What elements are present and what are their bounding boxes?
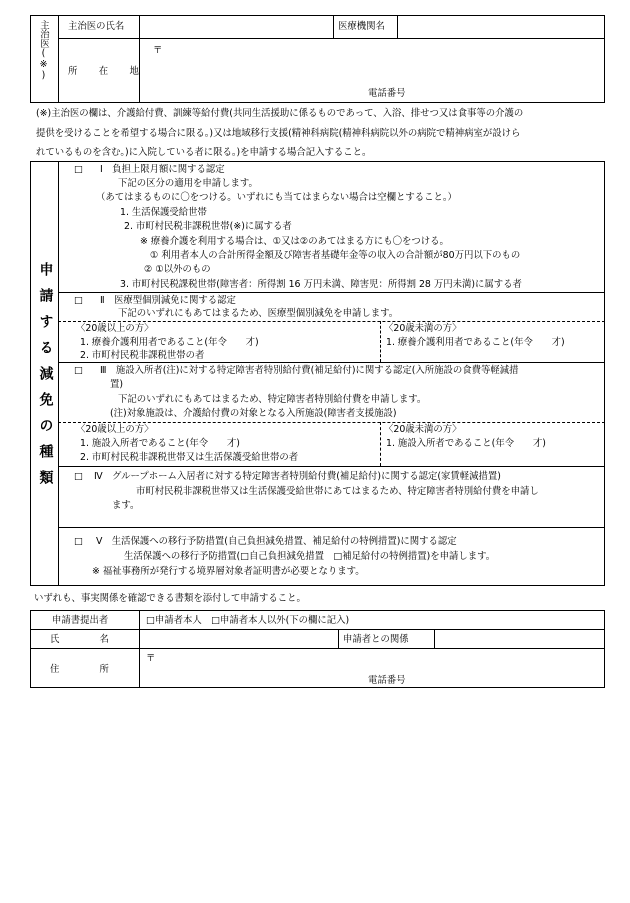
divider	[333, 15, 334, 38]
sec4-checkbox[interactable]: □	[74, 471, 83, 482]
institution-field[interactable]	[400, 17, 603, 36]
sec2-right-1: 1. 療養介護利用者であること(年令 才)	[386, 337, 565, 348]
sec1-line: ※ 療養介護を利用する場合は、①又は②のあてはまる方にも〇をつける。	[140, 236, 449, 247]
sec2-left-2: 2. 市町村民税非課税世帯の者	[80, 350, 205, 361]
doctor-name-field[interactable]	[142, 17, 331, 36]
sec1-line: 下記の区分の適用を申請します。	[118, 178, 258, 189]
attach-note: いずれも、事実関係を確認できる書類を添付して申請すること。	[34, 593, 306, 604]
submitter-address-label: 住 所	[50, 664, 112, 675]
sec3-left-head: 〈20歳以上の方〉	[76, 424, 154, 435]
dashed-divider	[58, 422, 605, 423]
divider	[397, 15, 398, 38]
divider	[30, 648, 605, 649]
divider	[58, 292, 605, 293]
divider	[58, 161, 59, 586]
submitter-phone-label: 電話番号	[368, 675, 406, 686]
divider	[58, 38, 605, 39]
dashed-divider	[58, 321, 605, 322]
dashed-divider	[380, 321, 381, 362]
sec1-line: （あてはまるものに〇をつける。いずれにも当てはまらない場合は空欄とすること。）	[96, 192, 457, 203]
doctor-side-label: 主治医(※)	[38, 20, 49, 82]
sec3-title-1: Ⅲ 施設入所者(注)に対する特定障害者特別給付費(補足給付)に関する認定(入所施設の食費等軽減措	[100, 365, 519, 376]
sec4-line-1: 市町村民税非課税世帯又は生活保護受給世帯にあてはまるため、特定障害者特別給付費を申請し	[136, 486, 539, 497]
divider	[58, 466, 605, 467]
sec3-title-2: 置)	[110, 379, 124, 390]
submitter-name-field[interactable]	[142, 631, 336, 647]
sec2-left-head: 〈20歳以上の方〉	[76, 323, 154, 334]
sec3-checkbox[interactable]: □	[74, 365, 83, 376]
sec1-title: Ⅰ 負担上限月額に関する認定	[100, 164, 225, 175]
sec1-line: 3. 市町村民税課税世帯(障害者：所得割 16 万円未満、障害児：所得割 28 万円未満)に属する者	[120, 279, 522, 290]
sec5-title: Ⅴ 生活保護への移行予防措置(自己負担減免措置、補足給付の特例措置)に関する認定	[96, 536, 457, 547]
sec4-line-2: ます。	[112, 500, 140, 511]
sec5-line: 生活保護への移行予防措置(□自己負担減免措置 □補足給付の特例措置)を申請します。	[124, 551, 496, 562]
sec2-title: Ⅱ 医療型個別減免に関する認定	[100, 295, 236, 306]
sec2-right-head: 〈20歳未満の方〉	[384, 323, 462, 334]
divider	[58, 15, 59, 103]
divider	[58, 362, 605, 363]
doctor-address-label: 所 在 地	[68, 66, 145, 77]
sec3-right-1: 1. 施設入所者であること(年令 才)	[386, 438, 546, 449]
sec2-left-1: 1. 療養介護利用者であること(年令 才)	[80, 337, 259, 348]
divider	[338, 629, 339, 648]
sec5-note: ※ 福祉事務所が発行する境界層対象者証明書が必要となります。	[92, 566, 365, 577]
divider	[139, 15, 140, 103]
doctor-note-line-2: 提供を受けることを希望する場合に限る。)又は地域移行支援(精神科病院(精神科病院以外の病院で精神病室が設けら	[36, 128, 521, 139]
sec2-line: 下記のいずれにもあてはまるため、医療型個別減免を申請します。	[118, 308, 399, 319]
relation-field[interactable]	[437, 631, 603, 647]
doctor-note-line-3: れているものを含む。)に入院している者に限る。)を申請する場合記入すること。	[36, 147, 372, 158]
divider	[30, 629, 605, 630]
sec1-checkbox[interactable]: □	[74, 164, 83, 175]
postal-mark: 〒	[153, 45, 163, 56]
divider	[434, 629, 435, 648]
submitter-label: 申請書提出者	[52, 615, 109, 626]
doctor-name-label: 主治医の氏名	[68, 21, 125, 32]
reduction-side-label: 申請する減免の種類	[37, 262, 54, 496]
sec4-title: Ⅳ グループホーム入居者に対する特定障害者特別給付費(補足給付)に関する認定(家賃軽減措置)	[94, 471, 501, 482]
sec1-line: 2. 市町村民税非課税世帯(※)に属する者	[124, 221, 292, 232]
sec2-checkbox[interactable]: □	[74, 295, 83, 306]
submitter-options[interactable]: □申請者本人 □申請者本人以外(下の欄に記入)	[146, 615, 350, 626]
submitter-postal-mark: 〒	[146, 653, 156, 664]
sec3-line-2: (注)対象施設は、介護給付費の対象となる入所施設(障害者支援施設)	[110, 408, 397, 419]
sec3-line-1: 下記のいずれにもあてはまるため、特定障害者特別給付費を申請します。	[118, 394, 427, 405]
divider	[139, 610, 140, 688]
sec3-left-2: 2. 市町村民税非課税世帯又は生活保護受給世帯の者	[80, 452, 299, 463]
submitter-name-label: 氏 名	[50, 634, 112, 645]
divider	[58, 527, 605, 528]
sec5-checkbox[interactable]: □	[74, 536, 83, 547]
sec1-line: ① 利用者本人の合計所得金額及び障害者基礎年金等の収入の合計額が80万円以下のもの	[150, 250, 521, 261]
doctor-phone-label: 電話番号	[368, 88, 406, 99]
doctor-note-line-1: (※)主治医の欄は、介護給付費、訓練等給付費(共同生活援助に係るものであって、入浴、排せつ又は食事等の介護の	[36, 108, 524, 119]
sec1-line: ② ①以外のもの	[144, 264, 211, 275]
sec1-line: 1. 生活保護受給世帯	[120, 207, 207, 218]
sec3-left-1: 1. 施設入所者であること(年令 才)	[80, 438, 240, 449]
dashed-divider	[380, 422, 381, 466]
relation-label: 申請者との関係	[343, 634, 409, 645]
sec3-right-head: 〈20歳未満の方〉	[384, 424, 462, 435]
institution-label: 医療機関名	[338, 21, 385, 32]
